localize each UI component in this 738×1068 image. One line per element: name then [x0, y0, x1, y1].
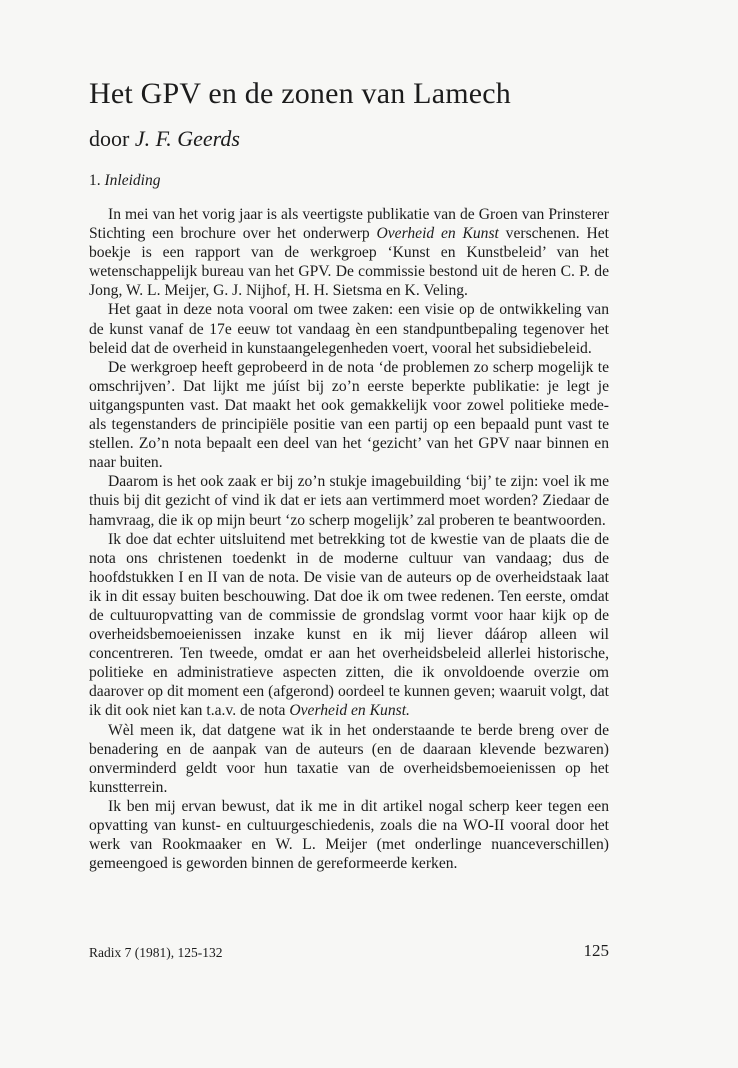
article-title: Het GPV en de zonen van Lamech [89, 77, 511, 110]
section-title: Inleiding [104, 172, 161, 189]
article-body [89, 205, 609, 873]
paragraph-5-text-a: Ik doe dat echter uitsluitend met betrekking tot de kwestie van de plaats die de nota ons christenen toedenkt in de moderne cultuur van vandaag; dus de hoofdstukken I en II van de nota. De visie van de auteurs op de overheidstaak laat ik in dit essay buiten beschouwing. Dat doe ik om twee redenen. Ten eerste, omdat de cultuuropvatting van de commissie de grondslag vormt voor haar kijk op de overheidsbemoeienissen inzake kunst en ik mij liever dáárop alleen wil concentreren. Ten tweede, omdat er aan het overheidsbeleid allerlei historische, politieke en administratieve aspecten zitten, die ik onvoldoende overzie om daarover op dit moment een (afgerond) oordeel te kunnen geven; waaruit volgt, dat ik dit ook niet kan t.a.v. de nota [89, 530, 609, 720]
paragraph-4: Daarom is het ook zaak er bij zo’n stukje imagebuilding ‘bij’ te zijn: voel ik me thuis bij dit gezicht of vind ik dat er iets aan vertimmerd moet worden? Ziedaar de hamvraag, die ik op mijn beurt ‘zo scherp mogelijk’ zal proberen te beantwoorden. [89, 473, 609, 529]
byline [89, 125, 240, 153]
paragraph-3: De werkgroep heeft geprobeerd in de nota ‘de problemen zo scherp mogelijk te omschrijven’. Dat lijkt me júíst bij zo’n eerste beperkte publikatie: je legt je uitgangspunten vast. Dat maakt het ook gemakkelijk voor zowel politieke mede- als tegenstanders de principiële positie van een partij op een bepaald punt vast te stellen. Zo’n nota bepaalt een deel van het ‘gezicht’ van het GPV naar binnen en naar buiten. [89, 358, 609, 472]
publication-title-italic: Overheid en Kunst [376, 225, 499, 243]
paragraph-5 [89, 530, 609, 721]
paragraph-1-text-c: verschenen. Het boekje is een rapport van de werkgroep ‘Kunst en Kunstbeleid’ van het wetenschappelijk bureau van het GPV. De commissie bestond uit de heren C. P. de Jong, W. L. Meijer, G. J. Nijhof, H. H. Sietsma en K. Veling. [89, 225, 609, 300]
paragraph-7: Ik ben mij ervan bewust, dat ik me in dit artikel nogal scherp keer tegen een opvatting van kunst- en cultuurgeschiedenis, zoals die na WO-II vooral door het werk van Rookmaaker en W. L. Meijer (met onderlinge nuanceverschillen) gemeengoed is geworden binnen de gereformeerde kerken. [89, 797, 609, 873]
paragraph-1-text-a: In mei van het vorig jaar is als veertigste publikatie van de Groen van Prinsterer Stichting een brochure over het onderwerp [89, 206, 609, 243]
page-number: 125 [583, 941, 609, 960]
byline-prefix: door [89, 126, 130, 151]
journal-citation: Radix 7 (1981), 125-132 [89, 945, 223, 960]
section-heading [89, 171, 160, 191]
publication-title-italic-2: Overheid en Kunst. [289, 702, 410, 720]
paragraph-6: Wèl meen ik, dat datgene wat ik in het onderstaande te berde breng over de benadering en de aanpak van de auteurs (en de daaraan klevende bezwaren) onverminderd geldt voor hun taxatie van de overheidsbemoeienissen op het kunstterrein. [89, 721, 609, 796]
paragraph-2: Het gaat in deze nota vooral om twee zaken: een visie op de ontwikkeling van de kunst vanaf de 17e eeuw tot vandaag èn een standpuntbepaling tegenover het beleid dat de overheid in kunstaangelegenheden voert, vooral het subsidiebeleid. [89, 301, 609, 357]
section-number: 1. [89, 172, 101, 189]
author-name: J. F. Geerds [134, 126, 240, 151]
paragraph-1 [89, 205, 609, 300]
